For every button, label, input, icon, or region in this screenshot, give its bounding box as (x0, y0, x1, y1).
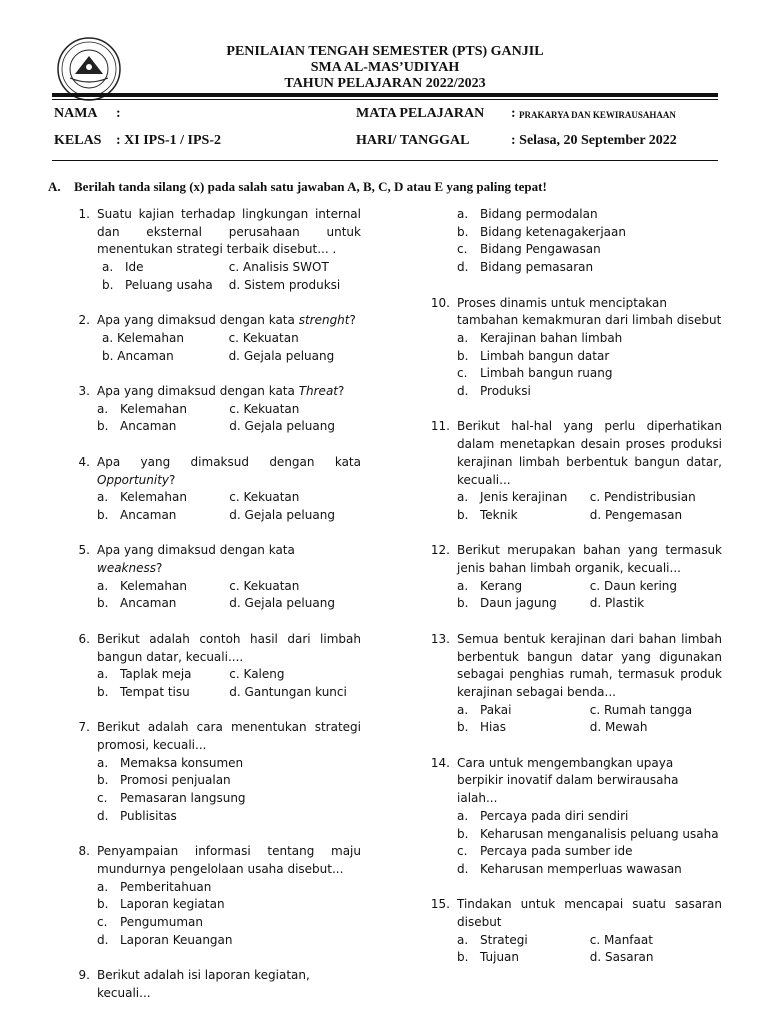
kelas-value: : XI IPS-1 / IPS-2 (116, 133, 222, 148)
option-b[interactable]: b. Ancaman (97, 596, 177, 611)
option-c[interactable]: c. Pengumuman (97, 915, 203, 930)
option-c[interactable]: c. Kekuatan (229, 578, 300, 593)
option-a[interactable]: a. Percaya pada diri sendiri (457, 808, 629, 823)
mapel-colon: : (511, 106, 516, 121)
option-a[interactable]: a. Kelemahan (102, 330, 184, 345)
question-text: Apa yang dimaksud dengan kata strenght? (97, 313, 356, 328)
option-d[interactable]: d. Pengemasan (589, 507, 683, 522)
question-8 (64, 843, 361, 949)
question-3 (64, 383, 361, 436)
options-row (457, 489, 722, 507)
option-c[interactable]: c. Rumah tangga (589, 702, 693, 717)
question-4: 4. Apa yang dimaksud dengan kata Opportunity? a. Kelemahan c. Kekuatan b. Ancaman d. Gejala peluang (64, 454, 361, 525)
option-d[interactable]: d. Publisitas (97, 808, 177, 823)
header-thin-rule (52, 99, 718, 100)
option-d[interactable]: d. Gejala peluang (229, 596, 335, 611)
options-row (457, 949, 722, 967)
option-c[interactable]: c. Daun kering (589, 578, 677, 593)
section-letter: A. (48, 179, 61, 194)
options-row (97, 684, 361, 702)
option-b[interactable]: b. Ancaman (97, 419, 177, 434)
mapel-label: MATA PELAJARAN (356, 106, 485, 121)
question-number: 10. (430, 295, 450, 310)
question-number: 7. (78, 720, 90, 735)
question-12 (424, 542, 722, 613)
option-d[interactable]: d. Gejala peluang (229, 507, 335, 522)
options-row (97, 401, 361, 419)
option-b[interactable]: b. Limbah bangun datar (457, 348, 610, 363)
option-b[interactable]: b. Teknik (457, 507, 518, 522)
option-c[interactable]: c. Percaya pada sumber ide (457, 844, 633, 859)
question-text: Apa yang dimaksud dengan kata (97, 454, 361, 469)
option-b[interactable]: b. Laporan kegiatan (97, 897, 225, 912)
option-a[interactable]: a. Kerajinan bahan limbah (457, 330, 623, 345)
options-row (97, 595, 361, 613)
question-text: Semua bentuk kerajinan dari bahan limbah berbentuk bangun datar yang digunakan sebagai penghias rumah, termasuk produk kerajinan sebagai benda... (457, 631, 722, 699)
options-row (457, 932, 722, 950)
option-b[interactable]: b. Bidang ketenagakerjaan (457, 224, 626, 239)
option-c[interactable]: c. Limbah bangun ruang (457, 366, 613, 381)
options-row (457, 702, 722, 720)
question-14 (424, 755, 722, 879)
options-row (97, 578, 361, 596)
option-a[interactable]: a. Ide (102, 260, 144, 275)
question-number: 5. (78, 543, 90, 558)
question-9-options (424, 206, 722, 277)
option-d[interactable]: d. Produksi (457, 384, 531, 399)
question-number: 3. (78, 384, 90, 398)
options-row (457, 507, 722, 525)
option-a[interactable]: a. Kelemahan (97, 401, 187, 416)
question-text: Berikut merupakan bahan yang termasuk jenis bahan limbah organik, kecuali... (457, 543, 722, 576)
option-a[interactable]: a. Kelemahan (97, 490, 187, 505)
option-a[interactable]: a. Bidang permodalan (457, 207, 598, 221)
question-text: Penyampaian informasi tentang maju mundurnya pengelolaan usaha disebut... (97, 844, 361, 876)
option-d[interactable]: d. Keharusan memperluas wawasan (457, 861, 682, 876)
question-7 (64, 719, 361, 825)
question-5 (64, 542, 361, 613)
question-number: 13. (430, 631, 450, 646)
question-number: 2. (78, 313, 90, 328)
nama-label: NAMA (54, 106, 98, 121)
option-c[interactable]: c. Kekuatan (228, 330, 299, 345)
question-text: Suatu kajian terhadap lingkungan internal dan eksternal perusahaan untuk menentukan strategi terbaik disebut... . (97, 207, 361, 257)
option-a[interactable]: a. Kelemahan (97, 578, 187, 593)
question-1 (64, 206, 361, 295)
option-c[interactable]: c. Kekuatan (229, 401, 300, 416)
option-d[interactable]: d. Sistem produksi (228, 277, 341, 292)
mapel-value: PRAKARYA DAN KEWIRAUSAHAAN (519, 110, 676, 120)
options-row (457, 719, 722, 737)
question-number: 6. (78, 631, 90, 646)
option-c[interactable]: c. Kaleng (229, 667, 285, 682)
option-b[interactable]: b. Keharusan menganalisis peluang usaha (457, 826, 719, 841)
options-row (457, 595, 722, 613)
option-d[interactable]: d. Gejala peluang (229, 419, 335, 434)
question-number: 4. (78, 454, 90, 469)
option-b[interactable]: b. Peluang usaha (102, 277, 213, 292)
options-row (97, 507, 361, 525)
question-text: Apa yang dimaksud dengan kata weakness? (97, 543, 295, 575)
option-b[interactable]: b. Tempat tisu (97, 684, 190, 699)
question-text: Berikut adalah isi laporan kegiatan, kecuali... (97, 968, 310, 1000)
kelas-label: KELAS (54, 133, 102, 148)
question-13 (424, 631, 722, 737)
option-c[interactable]: c. Bidang Pengawasan (457, 242, 601, 257)
options-row (102, 259, 361, 277)
options-row (102, 348, 361, 366)
option-d[interactable]: d. Sasaran (589, 950, 654, 965)
options-row (102, 277, 361, 295)
question-15 (424, 896, 722, 967)
question-9 (64, 967, 361, 1002)
option-d[interactable]: d. Laporan Keuangan (97, 932, 233, 947)
option-c[interactable]: c. Manfaat (589, 932, 653, 947)
option-c[interactable]: c. Pemasaran langsung (97, 791, 246, 806)
question-number: 9. (78, 968, 90, 983)
option-a[interactable]: a. Jenis kerajinan (457, 490, 568, 505)
school-name: SMA AL-MAS’UDIYAH (310, 60, 460, 75)
question-10 (424, 295, 722, 401)
question-number: 14. (430, 755, 450, 770)
option-c[interactable]: c. Pendistribusian (589, 490, 696, 505)
option-b[interactable]: b. Ancaman (102, 348, 174, 363)
questions-right-column (424, 206, 722, 967)
question-number: 8. (78, 844, 90, 859)
option-b[interactable]: b. Hias (457, 720, 506, 735)
option-d[interactable]: d. Bidang pemasaran (457, 260, 594, 275)
option-d[interactable]: d. Mewah (589, 720, 648, 735)
option-d[interactable]: d. Plastik (589, 596, 645, 611)
hari-label: HARI/ TANGGAL (356, 133, 470, 148)
questions-left-column (64, 206, 361, 1003)
question-text: Berikut adalah contoh hasil dari limbah bangun datar, kecuali.... (97, 631, 361, 664)
option-d[interactable]: d. Gejala peluang (228, 348, 335, 363)
question-number: 12. (430, 543, 450, 558)
option-b[interactable]: b. Tujuan (457, 950, 520, 965)
academic-year: TAHUN PELAJARAN 2022/2023 (284, 76, 486, 91)
section-instruction: Berilah tanda silang (x) pada salah satu jawaban A, B, C, D atau E yang paling tepat! (74, 179, 547, 194)
question-text: Tindakan untuk mencapai suatu sasaran disebut (457, 897, 722, 930)
option-a[interactable]: a. Kerang (457, 578, 523, 593)
option-a[interactable]: a. Pakai (457, 702, 512, 717)
question-text: Berikut adalah cara menentukan strategi promosi, kecuali... (97, 720, 361, 752)
question-number: 15. (430, 897, 450, 912)
header-thick-rule (52, 93, 718, 97)
option-a[interactable]: a. Memaksa konsumen (97, 755, 244, 770)
exam-title: PENILAIAN TENGAH SEMESTER (PTS) GANJIL (226, 44, 544, 59)
option-b[interactable]: b. Promosi penjualan (97, 773, 231, 788)
nama-field[interactable]: : (116, 106, 121, 121)
options-row (97, 666, 361, 684)
question-number: 11. (430, 419, 450, 434)
option-c[interactable]: c. Kekuatan (229, 490, 300, 505)
option-c[interactable]: c. Analisis SWOT (228, 260, 329, 275)
option-b[interactable]: b. Daun jagung (457, 596, 557, 611)
question-text: Cara untuk mengembangkan upaya berpikir inovatif dalam berwirausaha ialah... (457, 755, 679, 806)
option-a[interactable]: a. Taplak meja (97, 667, 192, 682)
option-a[interactable]: a. Pemberitahuan (97, 879, 212, 894)
question-6 (64, 631, 361, 702)
info-rule (52, 160, 718, 161)
option-b[interactable]: b. Ancaman (97, 507, 177, 522)
options-row (457, 578, 722, 596)
option-a[interactable]: a. Strategi (457, 932, 528, 947)
question-11 (424, 418, 722, 524)
question-text: Proses dinamis untuk menciptakan tambahan kemakmuran dari limbah disebut (457, 295, 722, 328)
options-row (97, 489, 361, 507)
question-2 (64, 312, 361, 365)
hari-value: : Selasa, 20 September 2022 (511, 133, 677, 148)
question-text: Berikut hal-hal yang perlu diperhatikan dalam menetapkan desain proses produksi kerajinan limbah berbentuk bangun datar, kecuali... (457, 419, 722, 487)
question-number: 1. (78, 207, 90, 221)
question-text: Apa yang dimaksud dengan kata Threat? (97, 384, 345, 398)
options-row (97, 418, 361, 436)
options-row (102, 330, 361, 348)
option-d[interactable]: d. Gantungan kunci (229, 684, 347, 699)
